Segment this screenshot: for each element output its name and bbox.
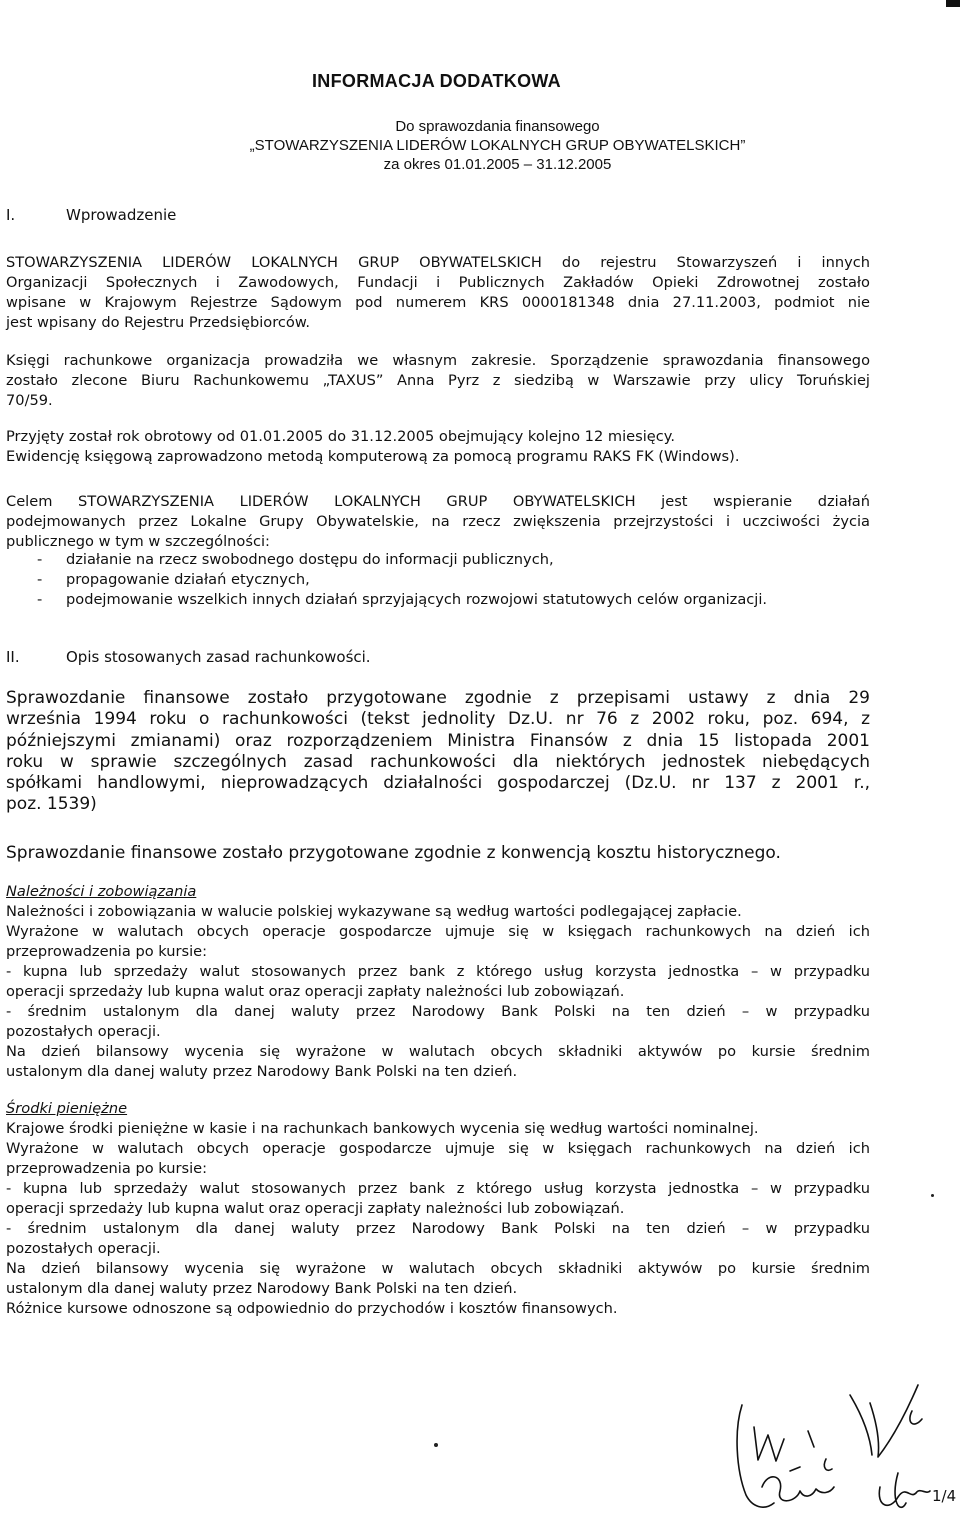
text-line: operacji sprzedaży lub kupna walut oraz operacji zapłaty należności lub zobowiązań.	[6, 983, 625, 1000]
document-title: INFORMACJA DODATKOWA	[312, 71, 561, 91]
text-line: publicznego w tym w szczególności:	[6, 533, 270, 550]
scan-corner-mark	[946, 0, 960, 7]
text-line: Przyjęty został rok obrotowy od 01.01.2005 do 31.12.2005 obejmujący kolejno 12 miesięcy.	[6, 428, 675, 445]
receivables-section	[6, 882, 870, 1082]
text-line: roku w sprawie szczególnych zasad rachunkowości dla niektórych jednostek niebędących	[6, 751, 870, 772]
text-line: Księgi rachunkowe organizacja prowadziła we własnym zakresie. Sporządzenie sprawozdania finansowego	[6, 352, 870, 369]
text-line: Sprawozdanie finansowe zostało przygotowane zgodnie z konwencją kosztu historycznego.	[6, 843, 781, 863]
list-item: - podejmowanie wszelkich innych działań sprzyjających rozwojowi statutowych celów organizacji.	[6, 590, 767, 610]
scan-speck	[434, 1443, 438, 1447]
text-line: Wyrażone w walutach obcych operacje gospodarcze ujmuje się w księgach rachunkowych na dzień ich	[6, 1140, 870, 1157]
text-line: STOWARZYSZENIA LIDERÓW LOKALNYCH GRUP OBYWATELSKICH do rejestru Stowarzyszeń i innych	[6, 254, 870, 271]
legal-basis-paragraph	[6, 688, 870, 816]
text-line: - średnim ustalonym dla danej waluty przez Narodowy Bank Polski na ten dzień – w przypadku	[6, 1220, 870, 1237]
list-item: - działanie na rzecz swobodnego dostępu do informacji publicznych,	[6, 550, 767, 570]
section-2-number: II.	[6, 648, 20, 666]
goals-list	[6, 550, 767, 610]
text-line: Ewidencję księgową zaprowadzono metodą komputerową za pomocą programu RAKS FK (Windows).	[6, 448, 740, 465]
section-1-heading	[6, 206, 176, 224]
cash-heading: Środki pieniężne	[6, 1100, 128, 1117]
text-line: ustalonym dla danej waluty przez Narodowy Bank Polski na ten dzień.	[6, 1063, 518, 1080]
text-line: - kupna lub sprzedaży walut stosowanych przez bank z którego usług korzysta jednostka – w przypadku	[6, 1180, 870, 1197]
text-line: przeprowadzenia po kursie:	[6, 943, 208, 960]
text-line: 70/59.	[6, 392, 53, 409]
historical-cost-paragraph	[6, 843, 870, 864]
subtitle-line-3: za okres 01.01.2005 – 31.12.2005	[383, 156, 612, 173]
text-line: spółkami handlowymi, nieprowadzących działalności gospodarczej (Dz.U. nr 137 z 2001 r.,	[6, 773, 870, 794]
text-line: Należności i zobowiązania w walucie polskiej wykazywane są według wartości podlegającej zapłacie.	[6, 903, 742, 920]
text-line: Na dzień bilansowy wycenia się wyrażone w walutach obcych składniki aktywów po kursie średnim	[6, 1043, 870, 1060]
scan-speck	[931, 1194, 934, 1197]
text-line: wpisane w Krajowym Rejestrze Sądowym pod numerem KRS 0000181348 dnia 27.11.2003, podmiot nie	[6, 294, 870, 311]
subtitle-line-2: „STOWARZYSZENIA LIDERÓW LOKALNYCH GRUP OBYWATELSKICH”	[249, 137, 746, 154]
text-line: późniejszymi zmianami) oraz rozporządzeniem Ministra Finansów z dnia 15 listopada 2001	[6, 730, 870, 751]
text-line: pozostałych operacji.	[6, 1023, 161, 1040]
text-line: jest wpisany do Rejestru Przedsiębiorców.	[6, 314, 311, 331]
text-line: ustalonym dla danej waluty przez Narodowy Bank Polski na ten dzień.	[6, 1280, 518, 1297]
section-2-title: Opis stosowanych zasad rachunkowości.	[66, 648, 371, 666]
fiscal-year-paragraph	[6, 427, 870, 467]
text-line: Sprawozdanie finansowe zostało przygotowane zgodnie z przepisami ustawy z dnia 29	[6, 688, 870, 708]
text-line: - średnim ustalonym dla danej waluty przez Narodowy Bank Polski na ten dzień – w przypadku	[6, 1003, 870, 1020]
text-line: września 1994 roku o rachunkowości (tekst jednolity Dz.U. nr 76 z 2002 roku, poz. 694, z	[6, 709, 870, 730]
text-line: przeprowadzenia po kursie:	[6, 1160, 208, 1177]
section-1-title: Wprowadzenie	[66, 206, 177, 224]
text-line: podejmowanych przez Lokalne Grupy Obywatelskie, na rzecz zwiększenia przejrzystości i uczciwości życia	[6, 513, 870, 530]
text-line: Krajowe środki pieniężne w kasie i na rachunkach bankowych wycenia się według wartości nominalnej.	[6, 1120, 759, 1137]
text-line: poz. 1539)	[6, 794, 97, 815]
page-number: 1/4	[932, 1487, 957, 1505]
text-line: Celem STOWARZYSZENIA LIDERÓW LOKALNYCH GRUP OBYWATELSKICH jest wspieranie działań	[6, 493, 870, 510]
cash-section	[6, 1099, 870, 1319]
subtitle-line-1: Do sprawozdania finansowego	[395, 118, 600, 135]
text-line: Różnice kursowe odnoszone są odpowiednio do przychodów i kosztów finansowych.	[6, 1300, 618, 1317]
text-line: Na dzień bilansowy wycenia się wyrażone w walutach obcych składniki aktywów po kursie średnim	[6, 1260, 870, 1277]
bookkeeping-paragraph	[6, 351, 870, 411]
text-line: pozostałych operacji.	[6, 1240, 161, 1257]
text-line: Wyrażone w walutach obcych operacje gospodarcze ujmuje się w księgach rachunkowych na dzień ich	[6, 923, 870, 940]
text-line: zostało zlecone Biuru Rachunkowemu „TAXUS” Anna Pyrz z siedzibą w Warszawie przy ulicy Toruńskiej	[6, 372, 870, 389]
list-item: - propagowanie działań etycznych,	[6, 570, 767, 590]
receivables-heading: Należności i zobowiązania	[6, 883, 197, 900]
handwritten-signature	[730, 1375, 960, 1518]
text-line: - kupna lub sprzedaży walut stosowanych przez bank z którego usług korzysta jednostka – w przypadku	[6, 963, 870, 980]
text-line: operacji sprzedaży lub kupna walut oraz operacji zapłaty należności lub zobowiązań.	[6, 1200, 625, 1217]
text-line: Organizacji Społecznych i Zawodowych, Fundacji i Publicznych Zakładów Opieki Zdrowotnej zostało	[6, 274, 870, 291]
mission-paragraph	[6, 492, 870, 552]
section-2-heading	[6, 648, 371, 666]
section-1-number: I.	[6, 206, 16, 224]
registration-paragraph	[6, 253, 870, 333]
